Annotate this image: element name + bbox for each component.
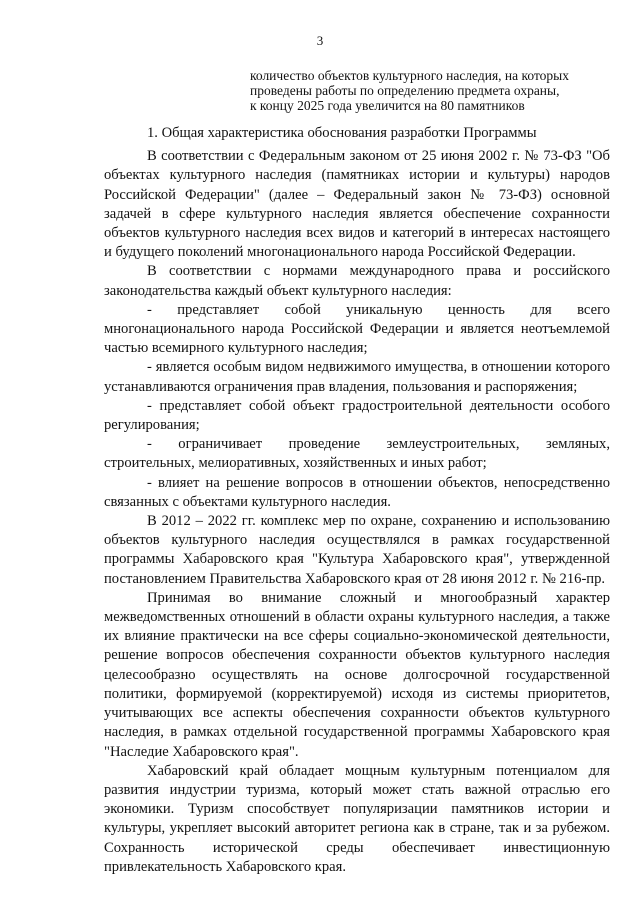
paragraph-federal-law: В соответствии с Федеральным законом от 25 июня 2002 г. № 73-ФЗ "Об объектах культурного наследия (памятниках истории и культуры) народов Российской Федерации" (далее – Федеральный закон № 73-ФЗ) основной задачей в сфере культурного наследия является обеспечение сохранности объектов культурного наследия всех видов и категорий в интересах настоящего и будущего поколений многонационального народа Российской Федерации. [104,148,610,261]
indicator-line: проведены работы по определению предмета охраны, [250,83,560,98]
paragraph-interdepartmental: Принимая во внимание сложный и многообразный характер межведомственных отношений в области охраны культурного наследия, а также их влияние практически на все сферы социально-экономической деятельности, решение вопросов обеспечения сохранности объектов культурного наследия целесообразно осуществлять на основе долгосрочной государственной политики, формируемой (корректируемой) исходя из системы приоритетов, учитывающих все аспекты обеспечения сохранности объектов культурного наследия, в рамках отдельной государственной программы Хабаровского края "Наследие Хабаровского края". [104,589,610,760]
paragraph-tourism: Хабаровский край обладает мощным культурным потенциалом для развития индустрии туризма, который может стать важной отраслью его экономики. Туризм способствует популяризации памятников истории и культуры, укрепляет высокий авторитет региона как в стране, так и за рубежом. Сохранность исторической среды обеспечивает инвестиционную привлекательность Хабаровского края. [104,762,610,875]
paragraph-previous-program: В 2012 – 2022 гг. комплекс мер по охране, сохранению и использованию объектов культурного наследия осуществлялся в рамках государственной программы Хабаровского края "Культура Хабаровского края", утвержденной постановлением Правительства Хабаровского края от 28 июня 2012 г. № 216-пр. [104,513,610,587]
indicator-text-block [250,68,610,113]
indicator-line: количество объектов культурного наследия, на которых [250,68,569,83]
indicator-line: к концу 2025 года увеличится на 80 памятников [250,98,525,113]
list-item-unique-value: - представляет собой уникальную ценность для всего многонационального народа Российской Федерации и является неотъемлемой частью всемирного культурного наследия; [104,301,610,357]
list-item-influence: - влияет на решение вопросов в отношении объектов, непосредственно связанных с объектами культурного наследия. [104,474,610,510]
document-body [104,124,610,877]
list-item-restrictions: - ограничивает проведение землеустроительных, земляных, строительных, мелиоративных, хозяйственных и иных работ; [104,436,610,472]
list-item-urban-planning: - представляет собой объект градостроительной деятельности особого регулирования; [104,397,610,434]
section-heading: 1. Общая характеристика обоснования разработки Программы [147,125,537,141]
paragraph-international-law: В соответствии с нормами международного права и российского законодательства каждый объект культурного наследия: [104,263,610,299]
page-number: 3 [316,33,324,48]
list-item-real-estate: - является особым видом недвижимого имущества, в отношении которого устанавливаются ограничения прав владения, пользования и распоряжения; [104,359,610,395]
